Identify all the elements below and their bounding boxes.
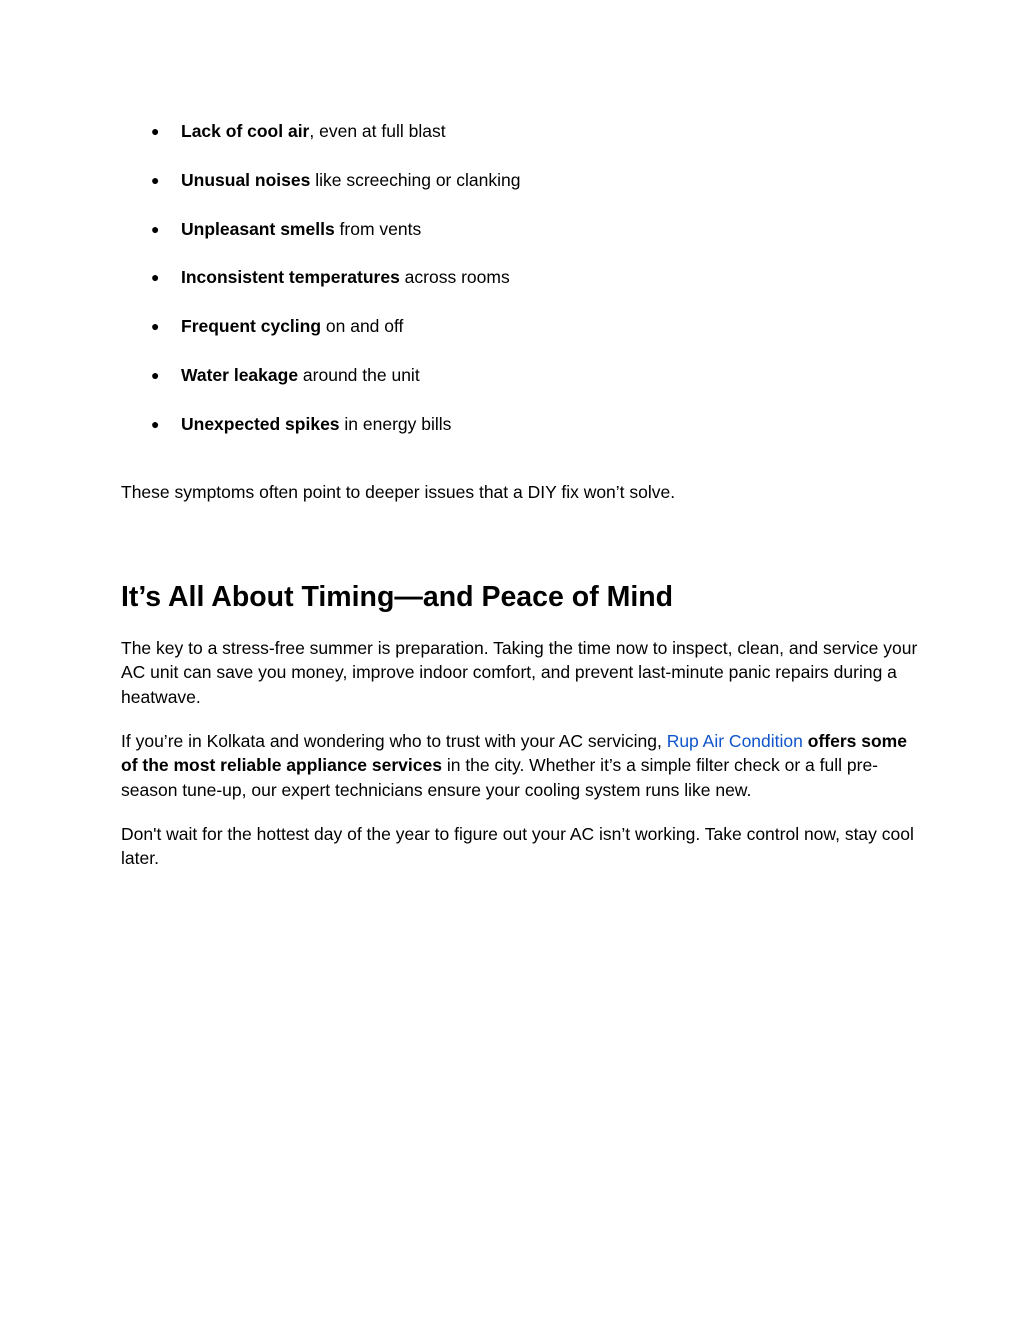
list-item (121, 312, 911, 361)
list-item (121, 263, 911, 312)
rup-air-condition-link[interactable]: Rup Air Condition (666, 731, 803, 751)
bullet-bold-text: Unpleasant smells (181, 218, 335, 239)
bullet-bold-text: Unexpected spikes (181, 413, 340, 434)
section-heading: It’s All About Timing—and Peace of Mind (121, 581, 674, 613)
bullet-icon: ● (151, 123, 160, 139)
bullet-icon: ● (151, 220, 160, 237)
bullet-text: like screeching or clanking (310, 169, 521, 190)
bullet-bold-text: Lack of cool air (181, 121, 310, 141)
bullet-bold-text: Inconsistent temperatures (181, 267, 400, 288)
preparation-paragraph: The key to a stress-free summer is preparation. Taking the time now to inspect, clean, and service your AC unit can save you money, improve indoor comfort, and prevent last-minute panic repairs during a heatwave. (121, 638, 918, 707)
bullet-bold-text: Frequent cycling (181, 316, 322, 337)
list-item (121, 117, 911, 166)
service-paragraph (121, 729, 921, 802)
list-item (121, 361, 911, 410)
list-item (121, 410, 911, 459)
bullet-icon: ● (151, 318, 160, 335)
service-bold-text: offers some of the most reliable appliance services (121, 731, 907, 776)
bullet-icon: ● (151, 366, 160, 383)
bullet-text: around the unit (298, 364, 420, 385)
bullet-icon: ● (151, 415, 160, 432)
bullet-icon: ● (151, 171, 160, 188)
service-tail-text: in the city. Whether it’s a simple filter check or a full pre-season tune-up, our expert technicians ensure your cooling system runs like new. (121, 755, 879, 800)
symptoms-list (121, 117, 911, 459)
closing-paragraph: Don't wait for the hottest day of the year to figure out your AC isn’t working. Take control now, stay cool later. (121, 824, 914, 869)
bullet-icon: ● (151, 269, 160, 286)
bullet-bold-text: Water leakage (181, 364, 299, 385)
symptoms-summary: These symptoms often point to deeper issues that a DIY fix won’t solve. (121, 482, 676, 502)
service-lead-text: If you’re in Kolkata and wondering who to trust with your AC servicing, (121, 731, 667, 751)
bullet-text: across rooms (399, 267, 510, 288)
bullet-text: on and off (321, 316, 404, 337)
bullet-text: in energy bills (339, 413, 452, 434)
list-item (121, 166, 911, 215)
bullet-text: , even at full blast (309, 121, 446, 141)
bullet-bold-text: Unusual noises (181, 169, 311, 190)
list-item (121, 215, 911, 264)
bullet-text: from vents (334, 218, 422, 239)
